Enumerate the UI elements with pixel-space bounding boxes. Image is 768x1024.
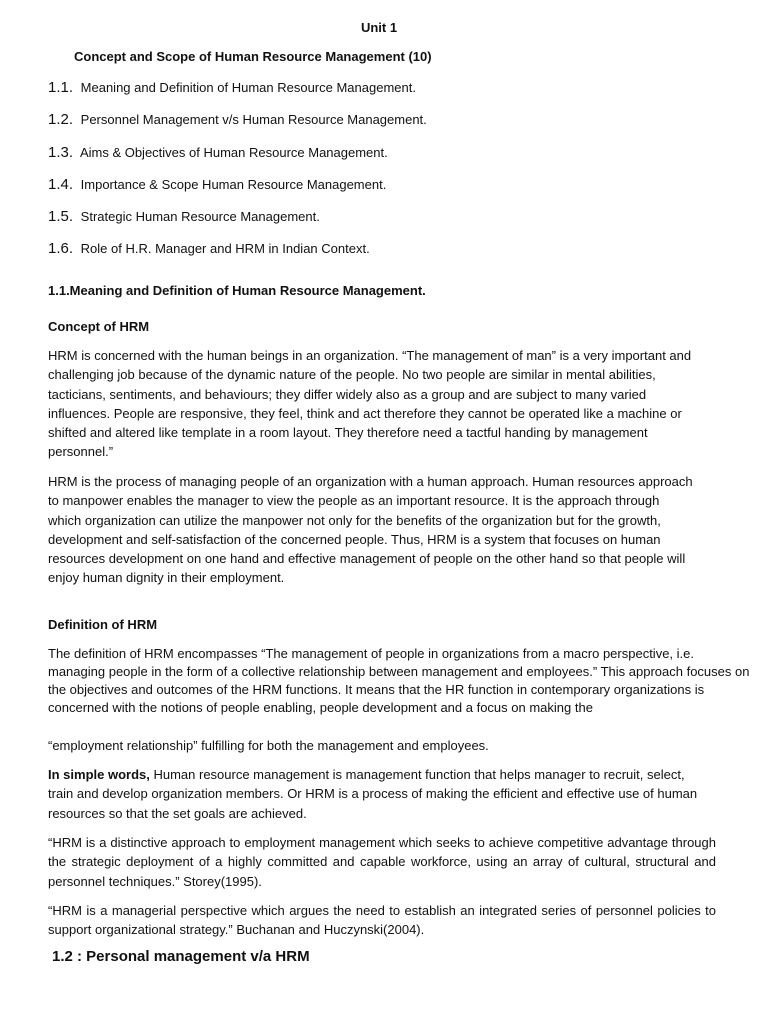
toc-item [48,175,427,207]
toc-text: Aims & Objectives of Human Resource Management. [79,144,388,160]
toc-number: 1.1. [48,79,74,96]
toc-text: Meaning and Definition of Human Resource Management. [80,80,416,95]
toc-text: Importance & Scope Human Resource Management. [80,176,387,192]
toc-number: 1.6. [48,240,74,258]
toc-number: 1.5. [48,208,74,226]
concept-paragraph-1: HRM is concerned with the human beings in an organization. “The management of man” is a very important and challenging job because of the dynamic nature of the people. No two people are similar in mental abilities, tacticians, sentiments, and behaviours; they differ widely also as a group and are subject to many varied influences. People are responsive, they feel, think and act therefore they cannot be operated like a machine or shifted and altered like template in a room layout. They therefore need a tactful handing by management personnel.” [48,348,692,460]
definition-heading: Definition of HRM [48,617,158,632]
toc-number: 1.2. [48,111,74,129]
toc-text: Role of H.R. Manager and HRM in Indian Context. [80,241,370,257]
toc-item [48,110,427,142]
simple-words-lead: In simple words, [48,767,150,782]
definition-paragraph: The definition of HRM encompasses “The management of people in organizations from a macro perspective, i.e. managing people in the form of a collective relationship between management and employees.” This approach focuses on the objectives and outcomes of the HRM functions. It means that the HR function in contemporary organizations is concerned with the notions of people enabling, people development and a focus on making the [48,646,750,715]
toc-number: 1.3. [48,143,74,161]
simple-words-text: Human resource management is management function that helps manager to recruit, select, train and develop organization members. Or HRM is a process of making the efficient and effective use of human resources so that the set goals are achieved. [48,767,698,821]
toc-item [48,239,427,271]
buchanan-quote: “HRM is a managerial perspective which argues the need to establish an integrated series of personnel policies to support organizational strategy.” Buchanan and Huczynski(2004). [48,903,716,938]
section-heading-1-1: 1.1.Meaning and Definition of Human Resource Management. [48,283,426,298]
toc-text: Personnel Management v/s Human Resource Management. [80,112,427,128]
toc-text: Strategic Human Resource Management. [80,209,320,225]
toc-item [48,78,427,110]
toc-item [48,143,427,175]
concept-heading: Concept of HRM [48,319,150,334]
simple-words-paragraph [48,765,703,823]
storey-quote: “HRM is a distinctive approach to employment management which seeks to achieve competitive advantage through the strategic deployment of a highly committed and capable workforce, using an array of cultural, structural and personnel techniques.” Storey(1995). [48,835,716,889]
toc-number: 1.4. [48,175,74,193]
table-of-contents [48,78,427,272]
definition-paragraph-cont: “employment relationship” fulfilling for both the management and employees. [48,738,489,753]
toc-item [48,207,427,239]
section-heading-1-2: 1.2 : Personal management v/a HRM [52,948,310,965]
chapter-title: Concept and Scope of Human Resource Management (10) [74,49,432,64]
concept-paragraph-2: HRM is the process of managing people of an organization with a human approach. Human resources approach to manpower enables the manager to view the people as an important resource. It is the approach through which organization can utilize the manpower not only for the benefits of the organization but for the growth, development and self-satisfaction of the concerned people. Thus, HRM is a system that focuses on human resources development on one hand and effective management of people on the other hand so that people will enjoy human dignity in their employment. [48,474,693,586]
unit-title: Unit 1 [360,20,398,35]
